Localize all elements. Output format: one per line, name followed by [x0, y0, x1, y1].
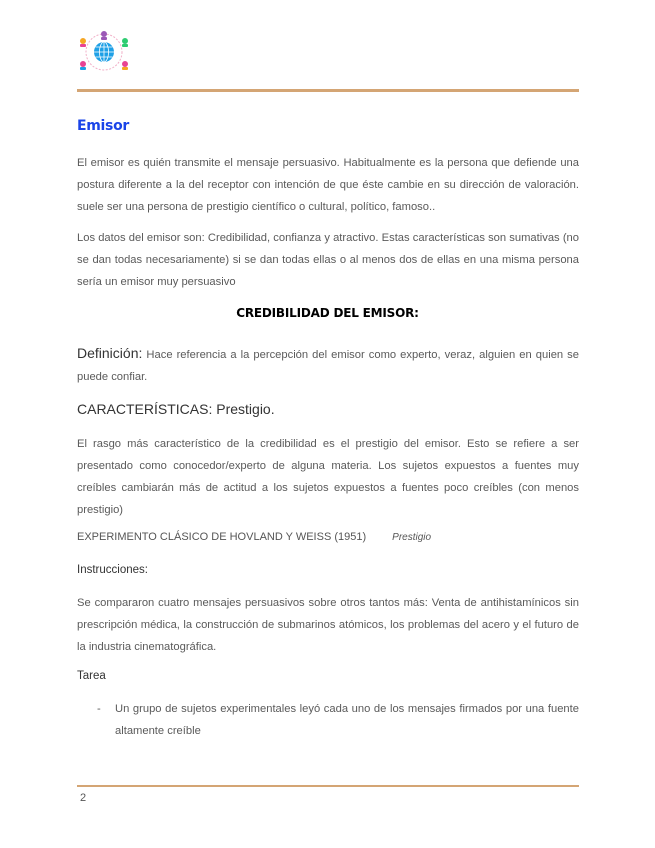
bullet-dash: -	[97, 703, 101, 715]
instructions-paragraph: Se compararon cuatro mensajes persuasivos sobre otros tantos más: Venta de antihistamínicos sin prescripción médica, la construcción de submarinos atómicos, los problemas del acero y el futuro de la industria cinematográfica.	[77, 597, 579, 653]
header-divider	[77, 89, 579, 92]
definition-paragraph	[77, 342, 579, 388]
emisor-data-paragraph: Los datos del emisor son: Credibilidad, confianza y atractivo. Estas características son sumativas (no se dan todas necesariamente) si se dan todas ellas o al menos dos de ellas en una misma persona sería un emisor muy persuasivo	[77, 232, 579, 288]
section-heading: Emisor	[77, 118, 130, 134]
prestige-paragraph: El rasgo más característico de la credibilidad es el prestigio del emisor. Esto se refiere a ser presentado como conocedor/experto de alguna materia. Los sujetos expuestos a fuentes muy creíbles cambiarán más de actitud a los sujetos expuestos a fuentes poco creíbles (con menos prestigio)	[77, 438, 579, 516]
network-globe-icon	[76, 28, 132, 76]
definition-text: Hace referencia a la percepción del emisor como experto, veraz, alguien en quien se puede confiar.	[77, 349, 579, 383]
task-label: Tarea	[77, 670, 106, 682]
characteristics-heading: CARACTERÍSTICAS: Prestigio.	[77, 401, 275, 417]
definition-label: Definición:	[77, 345, 143, 361]
instructions-label: Instrucciones:	[77, 564, 148, 576]
list-item	[97, 698, 579, 742]
experiment-aside: Prestigio	[392, 532, 432, 543]
page-number: 2	[80, 792, 87, 804]
experiment-title: EXPERIMENTO CLÁSICO DE HOVLAND Y WEISS (1951)	[77, 531, 367, 543]
footer-divider	[77, 785, 579, 787]
credibility-title: CREDIBILIDAD DEL EMISOR:	[236, 306, 419, 320]
emisor-paragraph: El emisor es quién transmite el mensaje persuasivo. Habitualmente es la persona que defiende una postura diferente a la del receptor con intención de que éste cambie en su dirección de valoración. suele ser una persona de prestigio científico o cultural, político, famoso..	[77, 157, 579, 213]
experiment-line	[77, 531, 431, 543]
bullet-text: Un grupo de sujetos experimentales leyó cada uno de los mensajes firmados por una fuente altamente creíble	[115, 703, 579, 737]
